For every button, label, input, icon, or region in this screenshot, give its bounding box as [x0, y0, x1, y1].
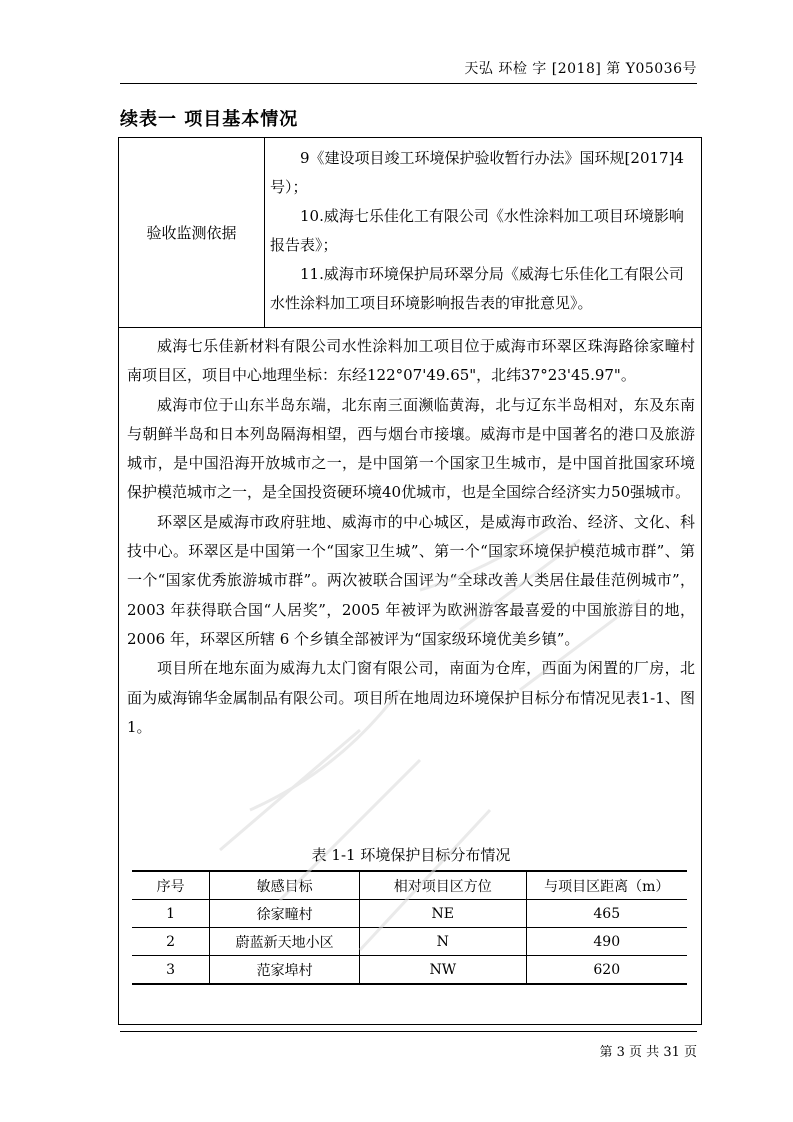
column-header: 序号	[132, 871, 210, 900]
footer-rule	[120, 1031, 697, 1032]
column-header: 敏感目标	[210, 871, 360, 900]
column-header: 相对项目区方位	[360, 871, 527, 900]
sensitive-targets-table	[132, 870, 687, 985]
table-cell: 2	[132, 928, 210, 956]
description-text	[127, 332, 695, 742]
table-row	[132, 900, 687, 928]
table-cell: 蔚蓝新天地小区	[210, 928, 360, 956]
table-cell: 1	[132, 900, 210, 928]
section-title: 续表一 项目基本情况	[120, 109, 299, 130]
table-cell: 徐家疃村	[210, 900, 360, 928]
content-frame	[118, 137, 702, 1025]
basis-item: 10.威海七乐佳化工有限公司《水性涂料加工项目环境影响报告表》；	[270, 207, 684, 254]
basis-label: 验收监测依据	[119, 138, 265, 327]
table-cell: 490	[526, 928, 687, 956]
table-row	[132, 956, 687, 985]
table-header-row	[132, 871, 687, 900]
header-rule	[120, 83, 697, 84]
document-code: 天弘 环检 字 [2018] 第 Y05036号	[464, 61, 697, 77]
table-cell: N	[360, 928, 527, 956]
table-caption: 表 1-1 环境保护目标分布情况	[311, 846, 511, 864]
table-cell: 620	[526, 956, 687, 985]
basis-list	[270, 144, 697, 318]
page-number: 第 3 页 共 31 页	[599, 1045, 697, 1060]
table-cell: 465	[526, 900, 687, 928]
paragraph-huancui: 环翠区是威海市政府驻地、威海市的中心城区，是威海市政治、经济、文化、科技中心。环翠区是中国第一个“国家卫生城”、第一个“国家环境保护模范城市群”、第一个“国家优秀旅游城市群”。两次被联合国评为“全球改善人类居住最佳范例城市”，2003 年获得联合国“人居奖”，2005 年被评为欧洲游客最喜爱的中国旅游目的地，2006 年，环翠区所辖 6 个乡镇全部被评为“国家级环境优美乡镇”。	[127, 512, 695, 648]
column-header: 与项目区距离（m）	[526, 871, 687, 900]
basis-item: 9《建设项目竣工环境保护验收暂行办法》国环规[2017]4号）；	[270, 149, 684, 196]
paragraph-location: 威海七乐佳新材料有限公司水性涂料加工项目位于威海市环翠区珠海路徐家疃村南项目区，项目中心地理坐标：东经122°07'49.65"，北纬37°23'45.97"。	[127, 337, 695, 385]
paragraph-surroundings: 项目所在地东面为威海九太门窗有限公司，南面为仓库，西面为闲置的厂房，北面为威海锦华金属制品有限公司。项目所在地周边环境保护目标分布情况见表1-1、图 1。	[127, 659, 695, 736]
table-cell: NW	[360, 956, 527, 985]
basis-item: 11.威海市环境保护局环翠分局《威海七乐佳化工有限公司水性涂料加工项目环境影响报告表的审批意见》。	[270, 265, 684, 312]
table-row	[132, 928, 687, 956]
table-cell: NE	[360, 900, 527, 928]
table-cell: 3	[132, 956, 210, 985]
basis-row	[119, 138, 701, 328]
table-cell: 范家埠村	[210, 956, 360, 985]
paragraph-weihai: 威海市位于山东半岛东端，北东南三面濒临黄海，北与辽东半岛相对，东及东南与朝鲜半岛和日本列岛隔海相望，西与烟台市接壤。威海市是中国著名的港口及旅游城市，是中国沿海开放城市之一，是中国第一个国家卫生城市，是中国首批国家环境保护模范城市之一，是全国投资硬环境40优城市，也是全国综合经济实力50强城市。	[127, 395, 695, 502]
